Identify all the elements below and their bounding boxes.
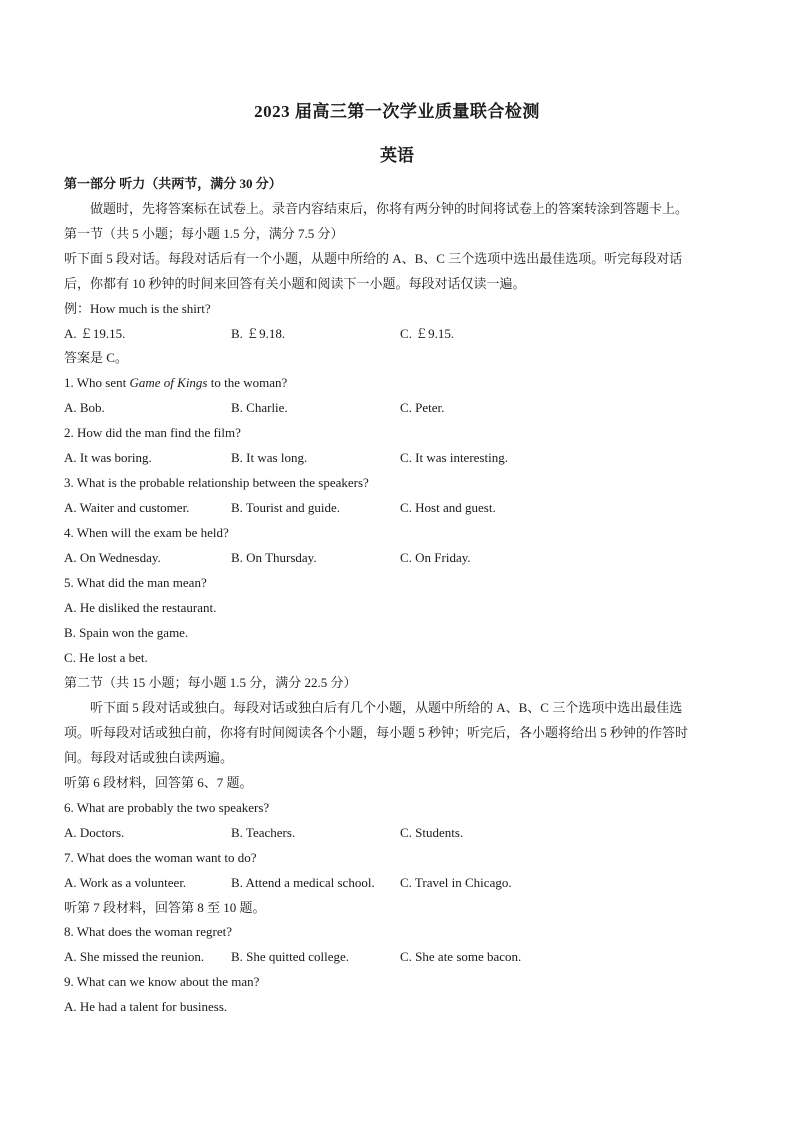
option-a: A. Work as a volunteer. <box>64 875 187 890</box>
question-5: 5. What did the man mean? <box>64 575 207 590</box>
option-b: B. Attend a medical school. <box>231 875 375 890</box>
question-1-options <box>64 398 734 418</box>
question-5-option-c: C. He lost a bet. <box>64 650 148 665</box>
question-8-options <box>64 947 734 967</box>
section2-instruction-1: 听下面 5 段对话或独白。每段对话或独白后有几个小题，从题中所给的 A、B、C 三个选项中选出最佳选 <box>90 700 683 715</box>
section1-heading: 第一节（共 5 小题；每小题 1.5 分，满分 7.5 分） <box>64 226 344 241</box>
section2-instruction-3: 间。每段对话或独白读两遍。 <box>64 750 234 765</box>
question-4-options <box>64 548 734 568</box>
question-2-options <box>64 448 734 468</box>
question-3: 3. What is the probable relationship between the speakers? <box>64 475 369 490</box>
option-c: C. Peter. <box>400 400 445 415</box>
example-options <box>64 324 734 344</box>
question-6-options <box>64 823 734 843</box>
subject-title: 英语 <box>380 146 414 165</box>
example-answer: 答案是 C。 <box>64 350 128 365</box>
option-a: A. It was boring. <box>64 450 152 465</box>
question-title-italic: Game of Kings <box>129 375 208 390</box>
option-c: C. ￡9.15. <box>400 326 455 341</box>
material-7-heading: 听第 7 段材料，回答第 8 至 10 题。 <box>64 900 266 915</box>
question-3-options <box>64 498 734 518</box>
option-b: B. Teachers. <box>231 825 296 840</box>
option-b: B. On Thursday. <box>231 550 317 565</box>
section2-heading: 第二节（共 15 小题；每小题 1.5 分，满分 22.5 分） <box>64 675 357 690</box>
question-6: 6. What are probably the two speakers? <box>64 800 270 815</box>
question-1 <box>64 373 734 393</box>
option-b: B. She quitted college. <box>231 949 350 964</box>
option-b: B. ￡9.18. <box>231 326 286 341</box>
option-a: A. ￡19.15. <box>64 326 126 341</box>
option-a: A. She missed the reunion. <box>64 949 205 964</box>
question-7-options <box>64 873 734 893</box>
question-9-option-a: A. He had a talent for business. <box>64 999 228 1014</box>
option-c: C. Students. <box>400 825 464 840</box>
question-5-option-a: A. He disliked the restaurant. <box>64 600 217 615</box>
part1-instruction: 做题时，先将答案标在试卷上。录音内容结束后，你将有两分钟的时间将试卷上的答案转涂到答题卡上。 <box>90 201 689 216</box>
question-text-suffix: to the woman? <box>207 375 288 390</box>
option-a: A. Doctors. <box>64 825 125 840</box>
question-8: 8. What does the woman regret? <box>64 924 232 939</box>
question-4: 4. When will the exam be held? <box>64 525 229 540</box>
option-a: A. On Wednesday. <box>64 550 161 565</box>
option-b: B. It was long. <box>231 450 308 465</box>
section1-instruction-1: 听下面 5 段对话。每段对话后有一个小题，从题中所给的 A、B、C 三个选项中选出最佳选项。听完每段对话 <box>64 251 683 266</box>
option-c: C. Travel in Chicago. <box>400 875 512 890</box>
option-c: C. She ate some bacon. <box>400 949 522 964</box>
option-b: B. Tourist and guide. <box>231 500 340 515</box>
option-a: A. Bob. <box>64 400 105 415</box>
option-c: C. It was interesting. <box>400 450 508 465</box>
part1-heading: 第一部分 听力（共两节，满分 30 分） <box>64 176 282 191</box>
option-c: C. Host and guest. <box>400 500 496 515</box>
page-title: 2023 届高三第一次学业质量联合检测 <box>254 102 540 121</box>
section1-instruction-2: 后，你都有 10 秒钟的时间来回答有关小题和阅读下一小题。每段对话仅读一遍。 <box>64 276 526 291</box>
option-c: C. On Friday. <box>400 550 471 565</box>
question-2: 2. How did the man find the film? <box>64 425 241 440</box>
example-question: 例：How much is the shirt? <box>64 301 211 316</box>
question-5-option-b: B. Spain won the game. <box>64 625 189 640</box>
section2-instruction-2: 项。听每段对话或独白前，你将有时间阅读各个小题，每小题 5 秒钟；听完后，各小题将给出 5 秒钟的作答时 <box>64 725 689 740</box>
option-b: B. Charlie. <box>231 400 288 415</box>
option-a: A. Waiter and customer. <box>64 500 190 515</box>
material-6-heading: 听第 6 段材料，回答第 6、7 题。 <box>64 775 253 790</box>
question-7: 7. What does the woman want to do? <box>64 850 257 865</box>
question-9: 9. What can we know about the man? <box>64 974 260 989</box>
question-text-prefix: 1. Who sent <box>64 375 130 390</box>
